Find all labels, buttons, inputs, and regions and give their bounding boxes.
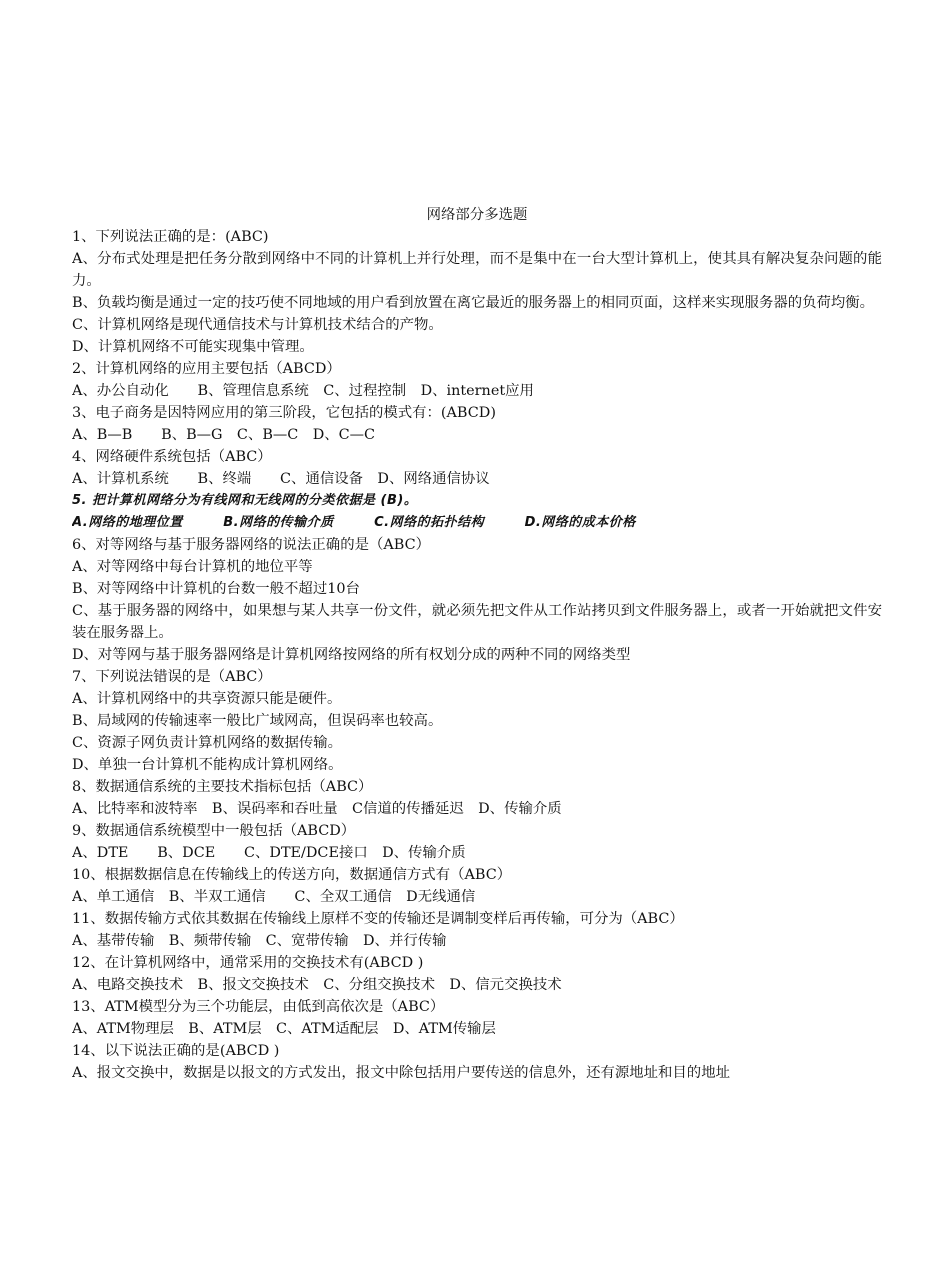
document-body bbox=[72, 204, 882, 1084]
question-9: 9、数据通信系统模型中一般包括（ABCD） bbox=[72, 823, 356, 839]
question-5: 5. 把计算机网络分为有线网和无线网的分类依据是 (B)。 bbox=[72, 493, 418, 508]
question-12: 12、在计算机网络中，通常采用的交换技术有(ABCD ) bbox=[72, 955, 424, 971]
question-6: 6、对等网络与基于服务器网络的说法正确的是（ABC） bbox=[72, 537, 430, 553]
question-11-options: A、基带传输 B、频带传输 C、宽带传输 D、并行传输 bbox=[72, 933, 447, 949]
question-2: 2、计算机网络的应用主要包括（ABCD） bbox=[72, 361, 341, 377]
question-10: 10、根据数据信息在传输线上的传送方向，数据通信方式有（ABC） bbox=[72, 867, 512, 883]
question-7: 7、下列说法错误的是（ABC） bbox=[72, 669, 272, 685]
question-2-options: A、办公自动化 B、管理信息系统 C、过程控制 D、internet应用 bbox=[72, 383, 534, 399]
question-7-option-a: A、计算机网络中的共享资源只能是硬件。 bbox=[72, 691, 342, 707]
question-8: 8、数据通信系统的主要技术指标包括（ABC） bbox=[72, 779, 373, 795]
question-5-options: A.网络的地理位置 B.网络的传输介质 C.网络的拓扑结构 D.网络的成本价格 bbox=[72, 515, 636, 530]
question-7-option-d: D、单独一台计算机不能构成计算机网络。 bbox=[72, 757, 343, 773]
question-4: 4、网络硬件系统包括（ABC） bbox=[72, 449, 272, 465]
question-6-option-c: C、基于服务器的网络中，如果想与某人共享一份文件，就必须先把文件从工作站拷贝到文件服务器上，或者一开始就把文件安装在服务器上。 bbox=[72, 603, 882, 641]
question-9-options: A、DTE B、DCE C、DTE/DCE接口 D、传输介质 bbox=[72, 845, 466, 861]
question-1-option-c: C、计算机网络是现代通信技术与计算机技术结合的产物。 bbox=[72, 317, 443, 333]
question-12-options: A、电路交换技术 B、报文交换技术 C、分组交换技术 D、信元交换技术 bbox=[72, 977, 562, 993]
question-3: 3、电子商务是因特网应用的第三阶段，它包括的模式有：(ABCD) bbox=[72, 405, 496, 421]
question-8-options: A、比特率和波特率 B、误码率和吞吐量 C信道的传播延迟 D、传输介质 bbox=[72, 801, 562, 817]
question-1-option-d: D、计算机网络不可能实现集中管理。 bbox=[72, 339, 314, 355]
question-13: 13、ATM模型分为三个功能层，由低到高依次是（ABC） bbox=[72, 999, 445, 1015]
question-1-option-a: A、分布式处理是把任务分散到网络中不同的计算机上并行处理，而不是集中在一台大型计算机上，使其具有解决复杂问题的能力。 bbox=[72, 251, 882, 289]
question-6-option-a: A、对等网络中每台计算机的地位平等 bbox=[72, 559, 313, 575]
question-7-option-c: C、资源子网负责计算机网络的数据传输。 bbox=[72, 735, 343, 751]
question-11: 11、数据传输方式依其数据在传输线上原样不变的传输还是调制变样后再传输，可分为（ABC） bbox=[72, 911, 684, 927]
question-13-options: A、ATM物理层 B、ATM层 C、ATM适配层 D、ATM传输层 bbox=[72, 1021, 496, 1037]
question-14: 14、以下说法正确的是(ABCD ) bbox=[72, 1043, 280, 1059]
question-6-option-b: B、对等网络中计算机的台数一般不超过10台 bbox=[72, 581, 360, 597]
document-title: 网络部分多选题 bbox=[426, 207, 528, 223]
question-1: 1、下列说法正确的是：(ABC) bbox=[72, 229, 269, 245]
question-4-options: A、计算机系统 B、终端 C、通信设备 D、网络通信协议 bbox=[72, 471, 490, 487]
question-1-option-b: B、负载均衡是通过一定的技巧使不同地域的用户看到放置在离它最近的服务器上的相同页面，这样来实现服务器的负荷均衡。 bbox=[72, 295, 875, 311]
question-14-option-a: A、报文交换中，数据是以报文的方式发出，报文中除包括用户要传送的信息外，还有源地址和目的地址 bbox=[72, 1065, 730, 1081]
question-6-option-d: D、对等网与基于服务器网络是计算机网络按网络的所有权划分成的两种不同的网络类型 bbox=[72, 647, 631, 663]
question-3-options: A、B—B B、B—G C、B—C D、C—C bbox=[72, 427, 376, 443]
question-7-option-b: B、局域网的传输速率一般比广域网高，但误码率也较高。 bbox=[72, 713, 443, 729]
question-10-options: A、单工通信 B、半双工通信 C、全双工通信 D无线通信 bbox=[72, 889, 476, 905]
